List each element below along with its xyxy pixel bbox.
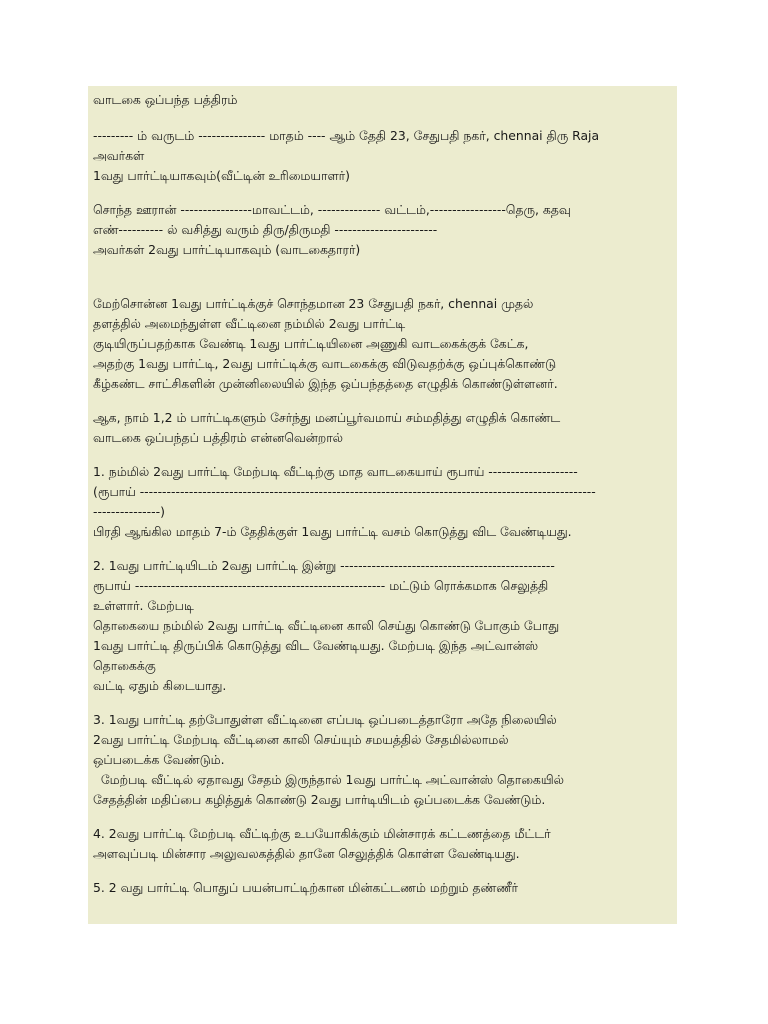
paragraph-line: தளத்தில் அமைந்துள்ள வீட்டினை நம்மில் 2வது பார்ட்டி — [93, 316, 406, 331]
paragraph-line: மேற்சொன்ன 1வது பார்ட்டிக்குச் சொந்தமான 23 சேதுபதி நகர், chennai முதல் — [93, 296, 534, 311]
paragraph-line: அளவுப்படி மின்சார அலுவலகத்தில் தானே செலுத்திக் கொள்ள வேண்டியது. — [93, 846, 520, 861]
document-body — [93, 126, 675, 898]
paragraph-line: தொகைக்கு — [93, 658, 156, 673]
paragraph — [93, 556, 675, 696]
paragraph-line: ஆக, நாம் 1,2 ம் பார்ட்டிகளும் சேர்ந்து மனப்பூர்வமாய் சம்மதித்து எழுதிக் கொண்ட — [93, 410, 561, 425]
paragraph-line: 1. நம்மில் 2வது பார்ட்டி மேற்படி வீட்டிற்கு மாத வாடகையாய் ரூபாய் -------------------- — [93, 464, 578, 479]
paragraph-line: 4. 2வது பார்ட்டி மேற்படி வீட்டிற்கு உபயோகிக்கும் மின்சாரக் கட்டணத்தை மீட்டர் — [93, 826, 551, 841]
paragraph-line: அதற்கு 1வது பார்ட்டி, 2வது பார்ட்டிக்கு வாடகைக்கு விடுவதற்க்கு ஒப்புக்கொண்டு — [93, 356, 557, 371]
paragraph-line: எண்---------- ல் வசித்து வரும் திரு/திருமதி ----------------------- — [93, 222, 438, 237]
paragraph-line: ரூபாய் -------------------------------------------------------- மட்டும் ரொக்கமாக செலுத்தி — [93, 578, 549, 593]
paragraph-line: சேதத்தின் மதிப்பை கழித்துக் கொண்டு 2வது பார்டியிடம் ஒப்படைக்க வேண்டும். — [93, 792, 546, 807]
paragraph-line: 1வது பார்ட்டி திருப்பிக் கொடுத்து விட வேண்டியது. மேற்படி இந்த அட்வான்ஸ் — [93, 638, 539, 653]
paragraph-line: 2வது பார்ட்டி மேற்படி வீட்டினை காலி செய்யும் சமயத்தில் சேதமில்லாமல் — [93, 732, 509, 747]
paragraph — [93, 878, 675, 898]
paragraph — [93, 408, 675, 448]
paragraph-line: ஒப்படைக்க வேண்டும். — [93, 752, 225, 767]
paragraph — [93, 824, 675, 864]
paragraph — [93, 710, 675, 810]
paragraph — [93, 200, 675, 260]
paragraph-line: ---------------) — [93, 504, 165, 519]
paragraph-line: அவர்கள் 2வது பார்ட்டியாகவும் (வாடகைதாரர்) — [93, 242, 361, 257]
paragraph-line: வாடகை ஒப்பந்தப் பத்திரம் என்னவென்றால் — [93, 430, 343, 445]
paragraph-line: 5. 2 வது பார்ட்டி பொதுப் பயன்பாட்டிற்கான மின்கட்டணம் மற்றும் தண்ணீர் — [93, 880, 518, 895]
document-area — [88, 86, 677, 924]
paragraph-line: சொந்த ஊரான் ----------------மாவட்டம், -------------- வட்டம்,-----------------தெரு, கதவு — [93, 202, 571, 217]
paragraph-line: வட்டி ஏதும் கிடையாது. — [93, 678, 227, 693]
paragraph-line: --------- ம் வருடம் --------------- மாதம் ---- ஆம் தேதி 23, சேதுபதி நகர், chennai திரு Raja — [93, 128, 600, 143]
paragraph-line: குடியிருப்பதற்காக வேண்டி 1வது பார்ட்டியினை அணுகி வாடகைக்குக் கேட்க, — [93, 336, 529, 351]
paragraph — [93, 462, 675, 542]
paragraph-line: தொகையை நம்மில் 2வது பார்ட்டி வீட்டினை காலி செய்து கொண்டு போகும் போது — [93, 618, 560, 633]
document-title — [93, 90, 675, 110]
paragraph-line: 3. 1வது பார்ட்டி தற்போதுள்ள வீட்டினை எப்படி ஒப்படைத்தாரோ அதே நிலையில் — [93, 712, 557, 727]
title-text: வாடகை ஒப்பந்த பத்திரம் — [93, 92, 238, 107]
paragraph-line: பிரதி ஆங்கில மாதம் 7-ம் தேதிக்குள் 1வது பார்ட்டி வசம் கொடுத்து விட வேண்டியது. — [93, 524, 572, 539]
paragraph — [93, 294, 675, 394]
paragraph — [93, 126, 675, 186]
paragraph-line: அவர்கள் — [93, 148, 145, 163]
paragraph-line: (ரூபாய் ------------------------------------------------------------------------------------------------------ — [93, 484, 596, 499]
paragraph-line: கீழ்கண்ட சாட்சிகளின் முன்னிலையில் இந்த ஒப்பந்தத்தை எழுதிக் கொண்டுள்ளனர். — [93, 376, 558, 391]
paragraph-line: உள்ளார். மேற்படி — [93, 598, 194, 613]
paragraph-line: மேற்படி வீட்டில் ஏதாவது சேதம் இருந்தால் 1வது பார்ட்டி அட்வான்ஸ் தொகையில் — [93, 772, 564, 787]
paragraph-line: 2. 1வது பார்ட்டியிடம் 2வது பார்ட்டி இன்று ------------------------------------------------ — [93, 558, 555, 573]
paragraph-line: 1வது பார்ட்டியாகவும்(வீட்டின் உரிமையாளர்) — [93, 168, 350, 183]
